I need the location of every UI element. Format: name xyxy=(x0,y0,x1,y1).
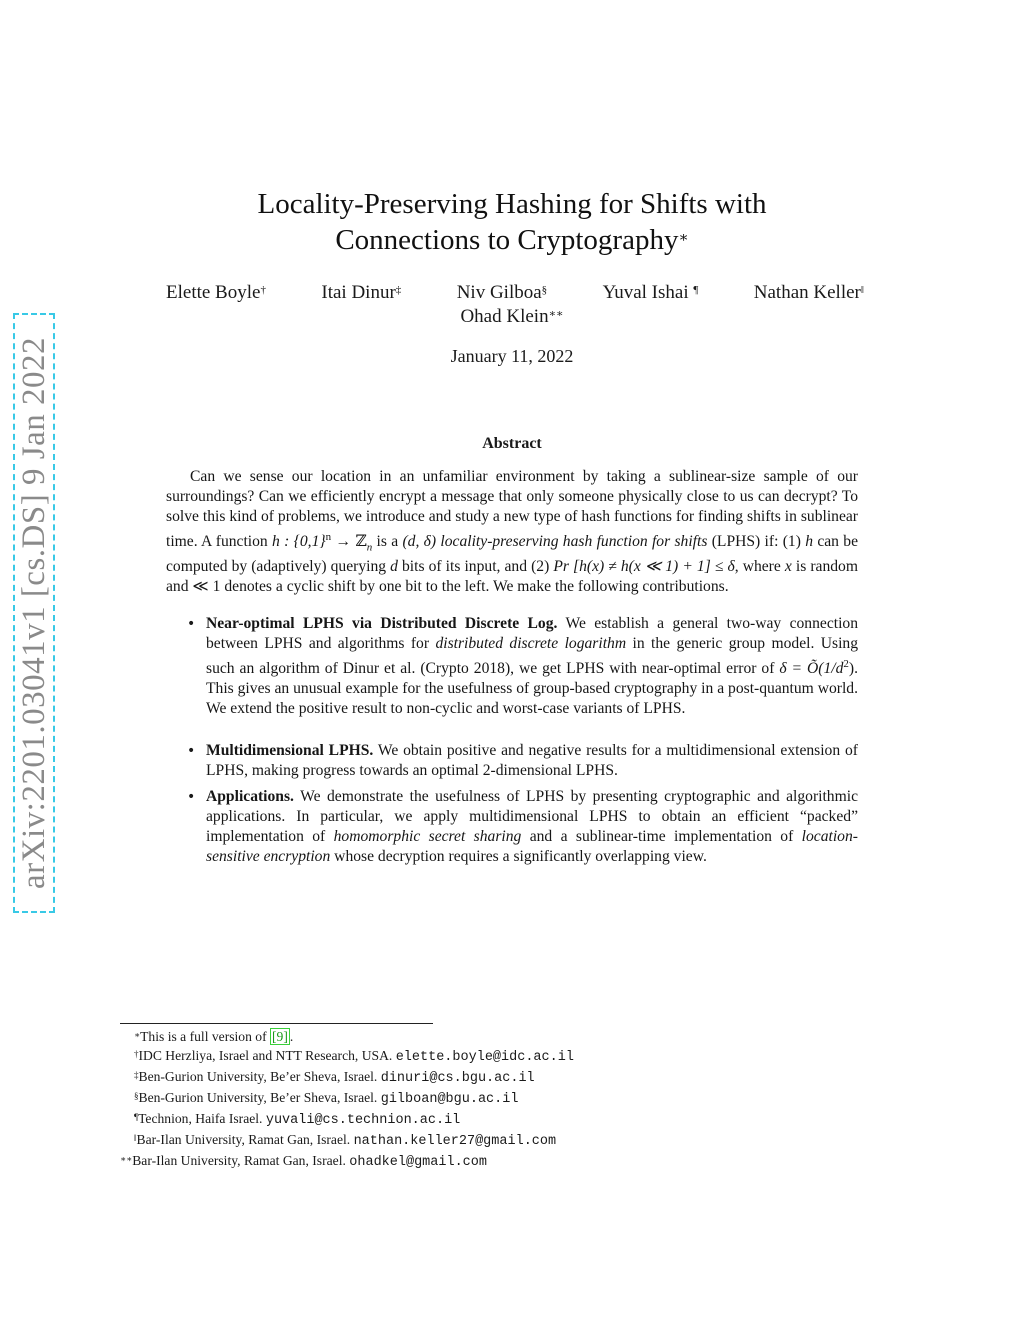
author-footnote-mark[interactable]: ‡ xyxy=(395,284,402,296)
footnote-text: Bar-Ilan University, Ramat Gan, Israel. xyxy=(136,1132,354,1147)
emphasized-term: locality-preserving hash function for shifts xyxy=(440,533,708,551)
author-footnote-mark[interactable]: ¶ xyxy=(693,284,699,296)
math-inline: ≪ 1 xyxy=(192,578,221,596)
author xyxy=(603,281,699,305)
title-line-2-text: Connections to Cryptography xyxy=(335,224,679,256)
math-inline: Pr [h(x) ≠ h(x ≪ 1) + 1] ≤ δ xyxy=(553,558,735,576)
footnote-mark: ∗∗ xyxy=(120,1154,133,1164)
author-name: Elette Boyle xyxy=(166,282,261,303)
abstract-text: is a xyxy=(372,533,403,551)
footnote xyxy=(134,1027,834,1046)
abstract-text: (LPHS) if: (1) xyxy=(707,533,806,551)
author-footnote-mark[interactable]: § xyxy=(541,284,548,296)
footnote-text: . xyxy=(289,1029,294,1044)
math-sub: n xyxy=(366,541,373,554)
footnote-mark: ¶ xyxy=(134,1112,139,1122)
emphasized-term: distributed discrete logarithm xyxy=(435,635,627,652)
math-inline: h xyxy=(805,533,814,551)
math-inline: d xyxy=(390,558,398,576)
footnote-mark: ∗ xyxy=(134,1030,141,1040)
footnote xyxy=(134,1067,834,1088)
footnote xyxy=(134,1046,834,1067)
abstract-heading: Abstract xyxy=(482,435,542,452)
author-name: Nathan Keller xyxy=(753,282,861,303)
math-inline: x xyxy=(784,558,792,576)
title-footnote-mark[interactable]: ∗ xyxy=(678,230,689,246)
footnote xyxy=(134,1130,834,1151)
author-name: Yuval Ishai xyxy=(602,282,694,303)
footnote-text: IDC Herzliya, Israel and NTT Research, USA. xyxy=(138,1048,396,1063)
citation-link[interactable]: [9] xyxy=(272,1029,288,1044)
contribution-text: We establish a general two-way connection between LPHS and algorithms for xyxy=(206,615,858,652)
abstract-paragraph xyxy=(166,467,858,597)
math-inline: δ = Õ(1/d xyxy=(779,660,844,678)
contribution-text: and a sublinear-time implementation of xyxy=(521,828,802,845)
contribution-item xyxy=(206,787,858,867)
abstract-text: bits of its input, and (2) xyxy=(397,558,554,576)
footnote-text: Ben-Gurion University, Be’er Sheva, Israel. xyxy=(138,1069,381,1084)
bullet-icon: • xyxy=(187,743,196,759)
footnote xyxy=(120,1151,834,1172)
math-sup: 2 xyxy=(843,658,849,670)
contribution-title: Applications. xyxy=(206,788,294,805)
footnote-mark: ‖ xyxy=(134,1133,137,1143)
bullet-icon: • xyxy=(187,789,196,805)
author-list xyxy=(166,281,864,305)
email-link[interactable]: nathan.keller27@gmail.com xyxy=(353,1134,557,1149)
title-line-1: Locality-Preserving Hashing for Shifts with xyxy=(257,188,767,220)
footnote-text: Ben-Gurion University, Be’er Sheva, Israel. xyxy=(138,1090,381,1105)
author-name: Itai Dinur xyxy=(321,282,396,303)
abstract-text: , where xyxy=(734,558,785,576)
math-inline: ) xyxy=(848,660,855,678)
footnotes xyxy=(120,1027,834,1172)
footnote-text: Technion, Haifa Israel. xyxy=(138,1111,266,1126)
bullet-icon: • xyxy=(187,616,196,632)
contribution-text: We obtain positive and negative results for a multidimensional extension of LPHS, making progress towards an optimal 2-dimensional LPHS. xyxy=(206,742,858,779)
contribution-title: Multidimensional LPHS. xyxy=(206,742,374,759)
author xyxy=(166,281,266,305)
footnote-text: This is a full version of xyxy=(140,1029,271,1044)
math-inline: (d, δ) xyxy=(402,533,437,551)
author xyxy=(321,281,401,305)
emphasized-term: homomorphic secret sharing xyxy=(333,828,522,845)
contribution-text: . This gives an unusual example for the usefulness of group-based cryptography in a post-quantum world. We extend the positive result to non-cyclic and worst-case variants of LPHS. xyxy=(206,660,858,718)
footnote xyxy=(134,1088,834,1109)
title-line-2 xyxy=(0,222,1024,258)
abstract-text: is random and xyxy=(166,558,858,596)
author-footnote-mark[interactable]: ∗∗ xyxy=(548,308,564,320)
footnote-mark: § xyxy=(134,1091,139,1101)
author-name: Ohad Klein xyxy=(460,306,549,327)
author-footnote-mark[interactable]: ‖ xyxy=(860,284,864,296)
author xyxy=(0,305,1024,329)
abstract-text: denotes a cyclic shift by one bit to the left. We make the following contributions. xyxy=(220,578,729,596)
math-inline: h : {0,1} xyxy=(272,533,326,551)
math-sup: n xyxy=(325,531,332,543)
author xyxy=(754,281,864,305)
footnote-text: Bar-Ilan University, Ramat Gan, Israel. xyxy=(132,1153,350,1168)
author-footnote-mark[interactable]: † xyxy=(260,284,266,296)
email-link[interactable]: ohadkel@gmail.com xyxy=(349,1155,487,1170)
contribution-item xyxy=(206,741,858,781)
arxiv-identifier-stamp[interactable]: arXiv:2201.03041v1 [cs.DS] 9 Jan 2022 xyxy=(13,313,55,913)
contribution-text: in the generic group model. Using such an algorithm of Dinur et al. (Crypto 2018), we get LPHS with near-optimal error of xyxy=(206,635,859,678)
contribution-text: whose decryption requires a significantly overlapping view. xyxy=(330,848,707,865)
email-link[interactable]: dinuri@cs.bgu.ac.il xyxy=(380,1071,535,1086)
footnote-divider xyxy=(120,1023,433,1024)
contribution-title: Near-optimal LPHS via Distributed Discrete Log. xyxy=(206,615,558,632)
abstract-text: can be computed by (adaptively) querying xyxy=(166,533,858,576)
contribution-item xyxy=(206,614,858,719)
footnote-mark: ‡ xyxy=(134,1070,139,1080)
abstract-text: Can we sense our location in an unfamiliar environment by taking a sublinear-size sample of our surroundings? Can we efficiently encrypt a message that only someone physically close to us can decrypt? To solve this kind of problems, we introduce and study a new type of hash functions for finding shifts in sublinear time. A function xyxy=(166,468,858,551)
paper-title xyxy=(0,186,1024,258)
math-inline: → ℤ xyxy=(331,533,367,551)
footnote xyxy=(134,1109,834,1130)
citation-number[interactable]: 9 xyxy=(276,1029,284,1044)
email-link[interactable]: gilboan@bgu.ac.il xyxy=(380,1092,519,1107)
footnote-mark: † xyxy=(134,1049,139,1059)
publication-date: January 11, 2022 xyxy=(450,346,574,366)
email-link[interactable]: elette.boyle@idc.ac.il xyxy=(395,1050,574,1065)
email-link[interactable]: yuvali@cs.technion.ac.il xyxy=(265,1113,461,1128)
emphasized-term: location-sensitive encryption xyxy=(206,828,858,865)
author-name: Niv Gilboa xyxy=(456,282,542,303)
author xyxy=(457,281,547,305)
contribution-text: We demonstrate the usefulness of LPHS by presenting cryptographic and algorithmic applications. In particular, we apply multidimensional LPHS to obtain an efficient “packed” implementation of xyxy=(206,788,858,845)
